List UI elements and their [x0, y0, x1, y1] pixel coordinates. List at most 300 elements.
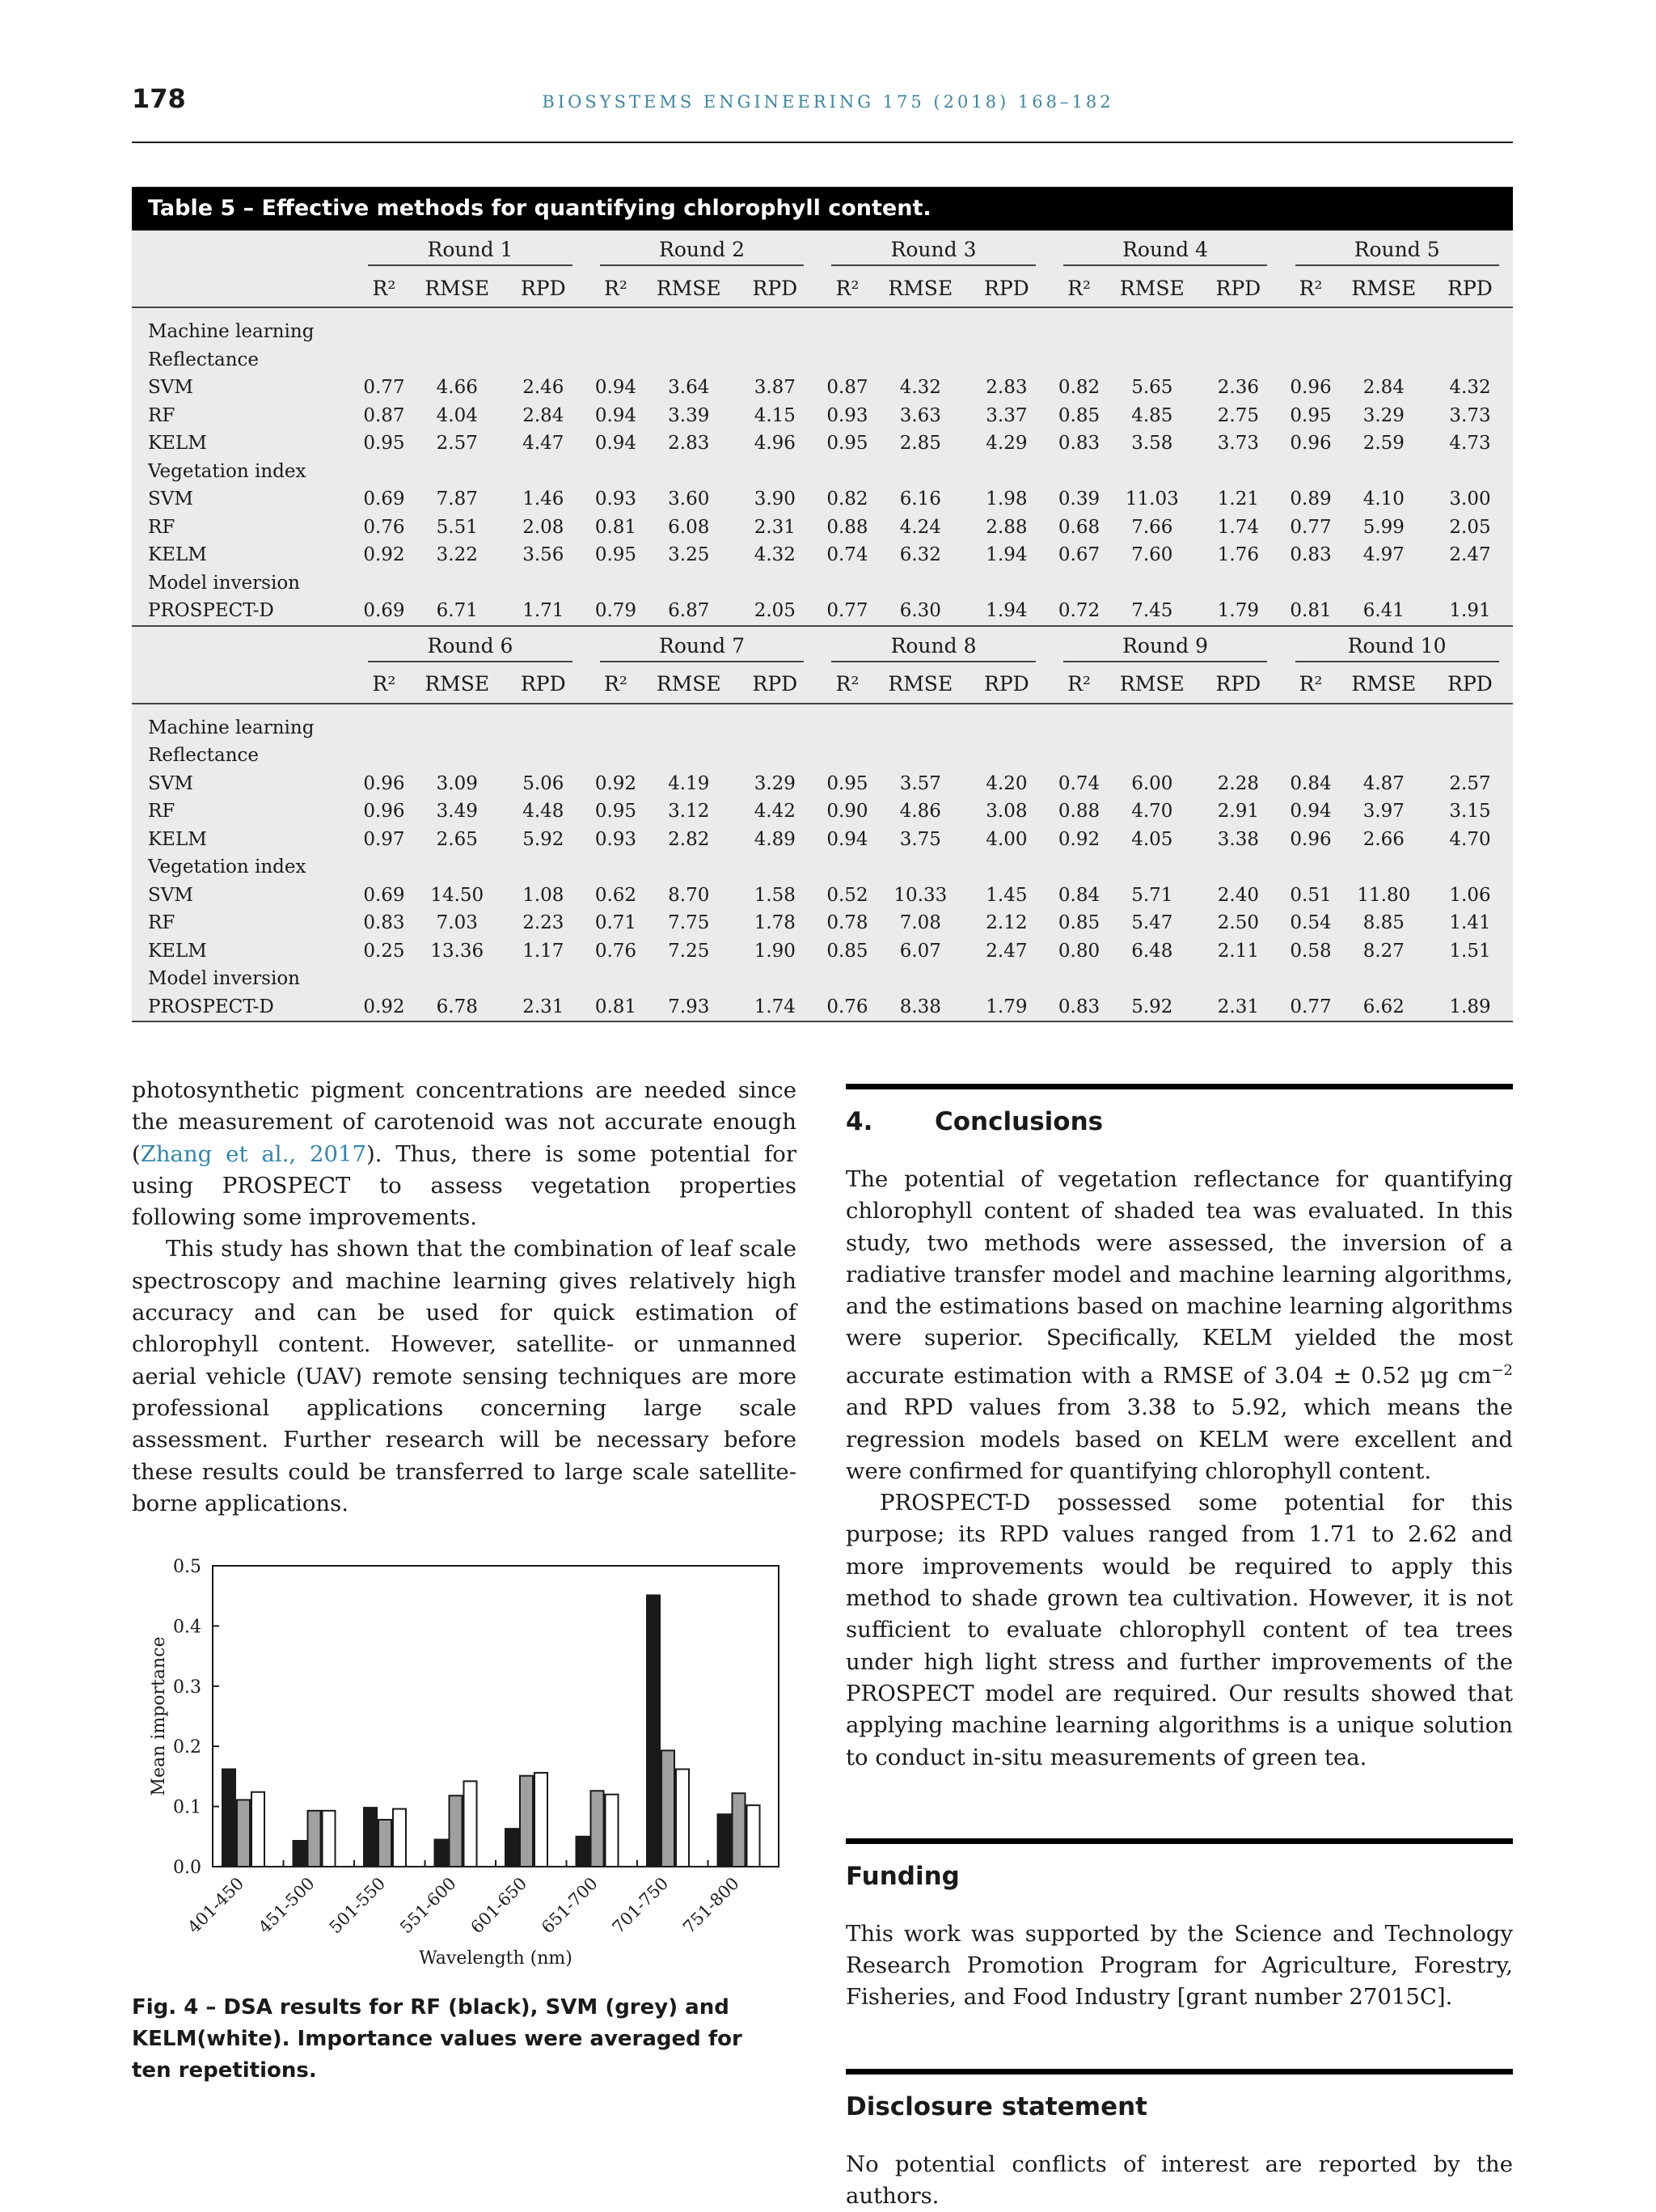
- table-cell: 6.41: [1341, 597, 1427, 626]
- table-cell: 2.05: [1449, 516, 1491, 538]
- table-cell: 2.75: [1217, 404, 1259, 426]
- table-cell: 3.56: [522, 544, 564, 566]
- table-cell: 0.95: [826, 433, 868, 455]
- bar-kelm: [747, 1805, 760, 1867]
- section-rule: [846, 1084, 1513, 1089]
- bar-rf: [294, 1841, 306, 1867]
- paragraph-prospect: [132, 1075, 796, 1233]
- table-cell: 1.94: [964, 597, 1050, 626]
- blank-header: [132, 231, 354, 269]
- table-cell: 0.83: [363, 912, 405, 934]
- table-cell: 3.00: [1449, 489, 1491, 510]
- table-cell: 0.77: [1281, 993, 1340, 1022]
- table-cell: 1.58: [754, 884, 796, 906]
- metric-header: R²: [1050, 666, 1109, 704]
- metric-header: R²: [354, 666, 413, 704]
- table-cell: 1.79: [964, 993, 1050, 1022]
- table-cell: 0.71: [594, 912, 637, 934]
- table-cell: 2.91: [1217, 801, 1259, 823]
- y-tick-label: 0.5: [173, 1557, 201, 1577]
- table-cell: 7.45: [1109, 597, 1195, 626]
- row-label: PROSPECT-D: [132, 993, 354, 1022]
- table-cell: 7.60: [1131, 544, 1173, 566]
- table-cell: 0.83: [1058, 433, 1100, 455]
- table-cell: 0.92: [354, 993, 413, 1022]
- table-cell: 3.38: [1217, 828, 1259, 850]
- table-cell: 1.45: [986, 884, 1028, 906]
- section-row: [132, 742, 1513, 770]
- round-header: [1281, 231, 1513, 269]
- table-cell: 3.60: [668, 489, 710, 510]
- table-cell: 1.71: [501, 597, 586, 626]
- round-header: [817, 231, 1050, 269]
- table-cell: 3.73: [1217, 433, 1259, 455]
- y-tick-label: 0.0: [173, 1858, 201, 1878]
- left-text-column: [132, 1075, 796, 1520]
- table-cell: 3.25: [668, 544, 710, 566]
- section-label: Reflectance: [148, 745, 260, 767]
- table-cell: 0.96: [1290, 828, 1332, 850]
- table-cell: 1.41: [1449, 912, 1491, 934]
- table-cell: 7.87: [436, 489, 478, 510]
- metric-header: RMSE: [877, 269, 964, 307]
- round-header: [817, 626, 1050, 666]
- table-cell: 3.49: [436, 801, 478, 823]
- table-row: [132, 797, 1513, 826]
- table-cell: 0.82: [826, 489, 868, 510]
- table-cell: 6.87: [645, 597, 732, 626]
- round-label: Round 2: [600, 238, 804, 266]
- table-cell: 0.96: [363, 772, 405, 794]
- table-cell: 0.94: [594, 377, 637, 399]
- table-row: [132, 937, 1513, 966]
- x-tick-label: 551-600: [396, 1873, 460, 1938]
- bar-svm: [591, 1791, 604, 1867]
- metric-header: RMSE: [645, 269, 732, 307]
- table-cell: 10.33: [893, 884, 948, 906]
- table-cell: 2.40: [1217, 884, 1259, 906]
- table-cell: 1.94: [986, 544, 1028, 566]
- table-cell: 2.65: [436, 828, 478, 850]
- x-tick-label: 501-550: [325, 1873, 390, 1938]
- table-cell: 3.08: [986, 801, 1028, 823]
- table-cell: 0.87: [826, 377, 868, 399]
- unit-exponent: −2: [1491, 1361, 1513, 1379]
- metric-header: RMSE: [414, 269, 501, 307]
- bar-svm: [661, 1750, 674, 1867]
- table-row: [132, 402, 1513, 430]
- table-cell: 3.29: [754, 772, 796, 794]
- table-cell: 3.75: [899, 828, 941, 850]
- paragraph-study: This study has shown that the combination of leaf scale spectroscopy and machine learning gives relatively high accuracy and can be used for quick estimation of chlorophyll content. However, satellite- or unmanned aerial vehicle (UAV) remote sensing techniques are more professional applications concerning large scale assessment. Further research will be necessary before these results could be transferred to large scale satellite-borne applications.: [132, 1236, 796, 1516]
- table-cell: 6.71: [414, 597, 501, 626]
- table-cell: 5.65: [1131, 377, 1173, 399]
- figure-caption: Fig. 4 – DSA results for RF (black), SVM (grey) and KELM(white). Importance values were averaged for ten repetitions.: [132, 1995, 742, 2083]
- table-cell: 1.76: [1217, 544, 1259, 566]
- table-cell: 6.30: [877, 597, 964, 626]
- disclosure-heading: Disclosure statement: [846, 2091, 1147, 2121]
- table-cell: 0.85: [1058, 404, 1100, 426]
- table-cell: 0.80: [1058, 940, 1100, 962]
- metric-header: R²: [1281, 666, 1340, 704]
- table-row: [132, 429, 1513, 458]
- journal-running-head: BIOSYSTEMS ENGINEERING 175 (2018) 168–182: [542, 92, 1114, 112]
- table-cell: 1.21: [1217, 489, 1259, 510]
- table-cell: 4.47: [522, 433, 564, 455]
- table-cell: 4.70: [1131, 801, 1173, 823]
- section-row: [132, 714, 1513, 742]
- bar-svm: [450, 1795, 463, 1867]
- table-cell: 0.93: [594, 489, 637, 510]
- table-caption: Table 5 – Effective methods for quantifying chlorophyll content.: [132, 187, 1513, 231]
- bar-svm: [237, 1800, 250, 1867]
- spacer-cell: [132, 704, 1513, 714]
- table-cell: 0.87: [363, 404, 405, 426]
- bar-rf: [435, 1840, 448, 1867]
- round-label: Round 6: [368, 634, 572, 662]
- paragraph-text: ). Thus, there is some potential for using PROSPECT to assess vegetation properties following some improvements.: [132, 1140, 796, 1231]
- table-cell: 6.48: [1131, 940, 1173, 962]
- section-label: Machine learning: [148, 717, 315, 738]
- section-label: Reflectance: [148, 349, 260, 370]
- conclusions-heading: [846, 1107, 1513, 1136]
- table-cell: 1.74: [1217, 516, 1259, 538]
- table-cell: 5.99: [1362, 516, 1405, 538]
- table-cell: 0.94: [826, 828, 868, 850]
- table-row: [132, 541, 1513, 569]
- table-cell: 7.08: [899, 912, 941, 934]
- table-cell: 1.17: [522, 940, 564, 962]
- table-cell: 4.89: [754, 828, 796, 850]
- section-row: [132, 318, 1513, 346]
- section-number: 4.: [846, 1107, 873, 1136]
- spacer-row: [132, 307, 1513, 318]
- section-title: Conclusions: [935, 1107, 1104, 1136]
- table-cell: 14.50: [430, 884, 484, 906]
- table-cell: 4.29: [986, 433, 1028, 455]
- table-cell: 0.81: [586, 993, 645, 1022]
- paragraph-text: photosynthetic pigment concentrations are needed since the measurement of carotenoid was not accurate enough (: [132, 1077, 796, 1167]
- y-axis-label: Mean importance: [149, 1636, 169, 1796]
- table-cell: 1.08: [522, 884, 564, 906]
- table-cell: 0.92: [594, 772, 637, 794]
- table-cell: 2.84: [522, 404, 564, 426]
- row-label: KELM: [148, 828, 207, 850]
- table-cell: 0.54: [1290, 912, 1332, 934]
- table-cell: 2.31: [501, 993, 586, 1022]
- table-cell: 1.89: [1427, 993, 1513, 1022]
- section-row: [132, 569, 1513, 598]
- table-cell: 0.81: [594, 516, 637, 538]
- conclusions-paragraph-1: [846, 1164, 1513, 1487]
- table-cell: 2.11: [1217, 940, 1259, 962]
- row-label: SVM: [148, 489, 193, 510]
- table-cell: 5.51: [436, 516, 478, 538]
- table-cell: 0.93: [826, 404, 868, 426]
- table-cell: 0.69: [354, 597, 413, 626]
- table-cell: 4.85: [1131, 404, 1173, 426]
- row-label: RF: [148, 516, 175, 538]
- table-cell: 11.03: [1125, 489, 1179, 510]
- table-cell: 0.76: [817, 993, 877, 1022]
- round-label: Round 8: [831, 634, 1035, 662]
- table-cell: 0.96: [363, 801, 405, 823]
- row-label: RF: [148, 404, 175, 426]
- table-cell: 6.08: [668, 516, 710, 538]
- conclusions-paragraph-2: PROSPECT-D possessed some potential for this purpose; its RPD values ranged from 1.71 to 2.62 and more improvements would be required to apply this method to shade grown tea cultivation. However, it is not sufficient to evaluate chlorophyll content of tea trees under high light stress and further improvements of the PROSPECT model are required. Our results showed that applying machine learning algorithms is a unique solution to conduct in-situ measurements of green tea.: [846, 1490, 1513, 1770]
- blank-header: [132, 666, 354, 704]
- table-cell: 0.77: [817, 597, 877, 626]
- importance-bar-chart: [132, 1553, 795, 1973]
- table-cell: 3.15: [1449, 801, 1491, 823]
- bar-svm: [308, 1811, 321, 1867]
- metric-header-row: [132, 269, 1513, 307]
- table-cell: 2.46: [522, 377, 564, 399]
- section-rule: [846, 2069, 1513, 2075]
- bar-kelm: [464, 1781, 477, 1867]
- table-cell: 1.06: [1449, 884, 1491, 906]
- metric-header: R²: [586, 666, 645, 704]
- table-cell: 7.93: [645, 993, 732, 1022]
- table-cell: 3.87: [754, 377, 796, 399]
- table-cell: 4.48: [522, 801, 564, 823]
- table-cell: 7.25: [668, 940, 710, 962]
- table-cell: 1.91: [1427, 597, 1513, 626]
- table-cell: 4.04: [436, 404, 478, 426]
- table-cell: 4.87: [1362, 772, 1405, 794]
- metric-header: R²: [817, 269, 877, 307]
- table-row: [132, 826, 1513, 854]
- table-cell: 4.10: [1362, 489, 1405, 510]
- citation-link-zhang[interactable]: Zhang et al., 2017: [140, 1140, 366, 1167]
- table-cell: 5.47: [1131, 912, 1173, 934]
- metric-header: R²: [1281, 269, 1340, 307]
- plot-frame: [213, 1566, 779, 1867]
- section-label: Vegetation index: [148, 856, 306, 878]
- table-cell: 0.62: [594, 884, 637, 906]
- bar-kelm: [606, 1795, 619, 1867]
- table-cell: 2.31: [1195, 993, 1281, 1022]
- table-cell: 3.63: [899, 404, 941, 426]
- table-cell: 0.96: [1290, 433, 1332, 455]
- metric-header: RPD: [1427, 269, 1513, 307]
- table-cell: 4.15: [754, 404, 796, 426]
- table-cell: 4.32: [899, 377, 941, 399]
- table-row: [132, 909, 1513, 937]
- table-cell: 1.79: [1195, 597, 1281, 626]
- table-cell: 0.58: [1290, 940, 1332, 962]
- round-header: [586, 231, 818, 269]
- x-tick-label: 601-650: [467, 1873, 531, 1938]
- row-label: RF: [148, 801, 175, 823]
- metric-header: RMSE: [1341, 269, 1427, 307]
- bar-kelm: [393, 1809, 406, 1867]
- section-row: [132, 346, 1513, 374]
- table-cell: 0.94: [594, 433, 637, 455]
- row-label: KELM: [148, 433, 207, 455]
- spacer-row: [132, 704, 1513, 714]
- table-row: [132, 993, 1513, 1022]
- table-cell: 0.78: [826, 912, 868, 934]
- table-cell: 0.94: [594, 404, 637, 426]
- table-cell: 1.51: [1449, 940, 1491, 962]
- table-cell: 5.92: [1109, 993, 1195, 1022]
- table-cell: 2.57: [1449, 772, 1491, 794]
- bar-rf: [647, 1595, 660, 1867]
- metric-header: RPD: [1195, 666, 1281, 704]
- table-cell: 6.78: [414, 993, 501, 1022]
- table-cell: 2.23: [522, 912, 564, 934]
- round-header: [1050, 626, 1282, 666]
- table-cell: 3.64: [668, 377, 710, 399]
- metric-header: R²: [354, 269, 413, 307]
- table-cell: 4.24: [899, 516, 941, 538]
- x-axis-label: Wavelength (nm): [419, 1948, 572, 1969]
- table-cell: 2.83: [668, 433, 710, 455]
- table-cell: 0.85: [1058, 912, 1100, 934]
- table-cell: 3.37: [986, 404, 1028, 426]
- table-row: [132, 770, 1513, 798]
- table-cell: 0.93: [594, 828, 637, 850]
- section-label: Model inversion: [148, 968, 300, 990]
- x-tick-label: 401-450: [184, 1873, 248, 1938]
- round-header: [354, 231, 586, 269]
- row-label: KELM: [148, 544, 207, 566]
- table-cell: 3.29: [1362, 404, 1405, 426]
- table-cell: 0.92: [1058, 828, 1100, 850]
- bar-kelm: [534, 1773, 547, 1867]
- round-header: [354, 626, 586, 666]
- table-cell: 7.03: [436, 912, 478, 934]
- table-cell: 0.74: [1058, 772, 1100, 794]
- round-label: Round 4: [1063, 238, 1267, 266]
- table-cell: 0.39: [1058, 489, 1100, 510]
- table-cell: 0.74: [826, 544, 868, 566]
- bar-svm: [520, 1776, 533, 1867]
- table-cell: 0.79: [586, 597, 645, 626]
- table-cell: 6.62: [1341, 993, 1427, 1022]
- metric-header: RMSE: [1341, 666, 1427, 704]
- table-cell: 0.84: [1290, 772, 1332, 794]
- blank-header: [132, 269, 354, 307]
- spacer-cell: [132, 307, 1513, 318]
- y-tick-label: 0.2: [173, 1737, 201, 1758]
- table-cell: 0.90: [826, 801, 868, 823]
- section-label: Vegetation index: [148, 460, 306, 482]
- metric-header-row: [132, 666, 1513, 704]
- table-cell: 3.57: [899, 772, 941, 794]
- table-cell: 2.47: [1449, 544, 1491, 566]
- metric-header: R²: [817, 666, 877, 704]
- table-cell: 2.88: [986, 516, 1028, 538]
- x-tick-label: 651-700: [538, 1873, 602, 1938]
- paragraph-text: and RPD values from 3.38 to 5.92, which means the regression models based on KELM were excellent and were confirmed for quantifying chlorophyll content.: [846, 1394, 1513, 1484]
- x-tick-label: 751-800: [679, 1873, 743, 1938]
- row-label: RF: [148, 912, 175, 934]
- table-cell: 4.86: [899, 801, 941, 823]
- y-tick-label: 0.1: [173, 1797, 201, 1818]
- metric-header: R²: [586, 269, 645, 307]
- table-cell: 0.69: [363, 884, 405, 906]
- table-cell: 2.84: [1362, 377, 1405, 399]
- table-cell: 5.06: [522, 772, 564, 794]
- table-cell: 4.96: [754, 433, 796, 455]
- row-label: PROSPECT-D: [132, 597, 354, 626]
- table-cell: 0.92: [363, 544, 405, 566]
- section-row: [132, 458, 1513, 486]
- table-cell: 2.57: [436, 433, 478, 455]
- y-tick-label: 0.4: [173, 1617, 201, 1638]
- metric-header: RPD: [732, 269, 817, 307]
- bar-kelm: [676, 1769, 689, 1867]
- metric-header: RMSE: [877, 666, 964, 704]
- funding-text: This work was supported by the Science and Technology Research Promotion Program for Agriculture, Forestry, Fisheries, and Food Industry [grant number 27015C].: [846, 1920, 1513, 2011]
- table-cell: 0.81: [1281, 597, 1340, 626]
- table-cell: 2.83: [986, 377, 1028, 399]
- round-label: Round 10: [1295, 634, 1499, 662]
- table-cell: 4.20: [986, 772, 1028, 794]
- row-label: SVM: [148, 377, 193, 399]
- table-cell: 4.70: [1449, 828, 1491, 850]
- section-row: [132, 965, 1513, 993]
- row-label: KELM: [148, 940, 207, 962]
- table-cell: 8.85: [1362, 912, 1405, 934]
- right-text-column: [846, 1084, 1513, 2212]
- table-cell: 3.73: [1449, 404, 1491, 426]
- table-cell: 0.95: [594, 801, 637, 823]
- table-cell: 0.83: [1050, 993, 1109, 1022]
- table-cell: 8.70: [668, 884, 710, 906]
- table-cell: 2.47: [986, 940, 1028, 962]
- y-tick-label: 0.3: [173, 1677, 201, 1698]
- round-header-row: [132, 626, 1513, 666]
- table-cell: 0.69: [363, 489, 405, 510]
- table-cell: 8.38: [877, 993, 964, 1022]
- table-cell: 11.80: [1357, 884, 1411, 906]
- metric-header: RPD: [501, 269, 586, 307]
- metric-header: RMSE: [414, 666, 501, 704]
- table-row: [132, 485, 1513, 514]
- table-cell: 2.59: [1362, 433, 1405, 455]
- table-cell: 3.58: [1131, 433, 1173, 455]
- table-cell: 1.90: [754, 940, 796, 962]
- bar-svm: [733, 1793, 746, 1867]
- results-grid: [132, 231, 1513, 1022]
- table-row: [132, 514, 1513, 542]
- blank-header: [132, 626, 354, 666]
- table-cell: 0.95: [1290, 404, 1332, 426]
- bar-rf: [718, 1814, 731, 1867]
- table-cell: 0.89: [1290, 489, 1332, 510]
- table-cell: 13.36: [430, 940, 484, 962]
- table-cell: 3.97: [1362, 801, 1405, 823]
- bar-kelm: [323, 1811, 336, 1867]
- round-header-row: [132, 231, 1513, 269]
- table-cell: 2.85: [899, 433, 941, 455]
- table-cell: 0.52: [826, 884, 868, 906]
- table-cell: 4.73: [1449, 433, 1491, 455]
- table-cell: 4.05: [1131, 828, 1173, 850]
- metric-header: RPD: [501, 666, 586, 704]
- metric-header: RPD: [964, 269, 1050, 307]
- table-cell: 4.97: [1362, 544, 1405, 566]
- paragraph-text: The potential of vegetation reflectance for quantifying chlorophyll content of shaded tea was evaluated. In this study, two methods were assessed, the inversion of a radiative transfer model and machine learning algorithms, and the estimations based on machine learning algorithms were superior. Specifically, KELM yielded the most accurate estimation with a RMSE of 3.04 ± 0.52 μg cm: [846, 1166, 1513, 1389]
- table-cell: 0.76: [363, 516, 405, 538]
- bar-rf: [505, 1829, 518, 1867]
- round-label: Round 5: [1295, 238, 1499, 266]
- table-cell: 7.75: [668, 912, 710, 934]
- bar-rf: [364, 1808, 377, 1867]
